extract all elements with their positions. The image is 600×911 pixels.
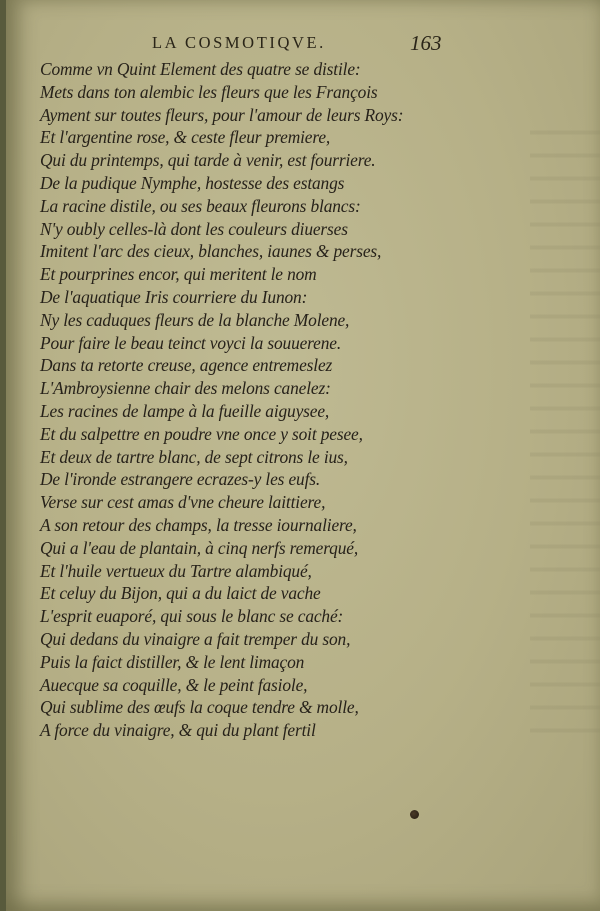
verse-line: Et celuy du Bijon, qui a du laict de vache [40, 583, 321, 604]
verse-line: Et l'huile vertueux du Tartre alambiqué, [40, 560, 312, 581]
verse-line: Puis la faict distiller, & le lent limaçon [40, 651, 305, 672]
verse-line: De l'ironde estrangere ecrazes-y les eufs. [40, 469, 321, 490]
book-page [6, 0, 600, 911]
verse-line: Et deux de tartre blanc, de sept citrons le ius, [40, 446, 348, 467]
verse-line: La racine distile, ou ses beaux fleurons blancs: [40, 195, 361, 216]
verse-line: Verse sur cest amas d'vne cheure laittiere, [40, 492, 326, 513]
verse-line: Qui dedans du vinaigre a fait tremper du son, [40, 628, 351, 649]
verse-line: Comme vn Quint Element des quatre se distile: [40, 59, 361, 79]
verse-line: Les racines de lampe à la fueille aiguysee, [40, 400, 330, 421]
verse-line: A force du vinaigre, & qui du plant fertil [40, 720, 316, 741]
verse-line: De l'aquatique Iris courriere du Iunon: [40, 286, 308, 307]
verse-line: Pour faire le beau teinct voyci la souuerene. [40, 332, 342, 353]
verse-line: De la pudique Nymphe, hostesse des estangs [40, 172, 345, 193]
verse-line: L'esprit euaporé, qui sous le blanc se caché: [40, 606, 344, 627]
verse-line: L'Ambroysienne chair des melons canelez: [40, 378, 331, 399]
ink-spot [410, 810, 419, 819]
verse-line: Auecque sa coquille, & le peint fasiole, [40, 674, 308, 695]
verse-line: Ny les caduques fleurs de la blanche Molene, [40, 309, 350, 330]
verse-line: Dans ta retorte creuse, agence entremeslez [40, 355, 333, 376]
verse-line: A son retour des champs, la tresse iournaliere, [40, 514, 357, 535]
verse-line: N'y oubly celles-là dont les couleurs diuerses [40, 218, 348, 239]
verse-line: Et l'argentine rose, & ceste fleur premiere, [40, 127, 331, 148]
running-head: LA COSMOTIQVE. [152, 33, 326, 52]
verse-line: Mets dans ton alembic les fleurs que les François [40, 81, 378, 102]
verse-line: Qui sublime des œufs la coque tendre & molle, [40, 697, 359, 718]
verse-line: Qui a l'eau de plantain, à cinq nerfs remerqué, [40, 537, 359, 558]
verse-line: Imitent l'arc des cieux, blanches, iaunes & perses, [40, 241, 382, 262]
page-number: 163 [410, 31, 442, 55]
verse-line: Et pourprines encor, qui meritent le nom [40, 264, 317, 285]
verse-line: Ayment sur toutes fleurs, pour l'amour de leurs Roys: [40, 104, 404, 125]
verse-line: Qui du printemps, qui tarde à venir, est fourriere. [40, 150, 376, 171]
verse-block [40, 58, 560, 742]
verse-line: Et du salpettre en poudre vne once y soit pesee, [40, 423, 363, 444]
